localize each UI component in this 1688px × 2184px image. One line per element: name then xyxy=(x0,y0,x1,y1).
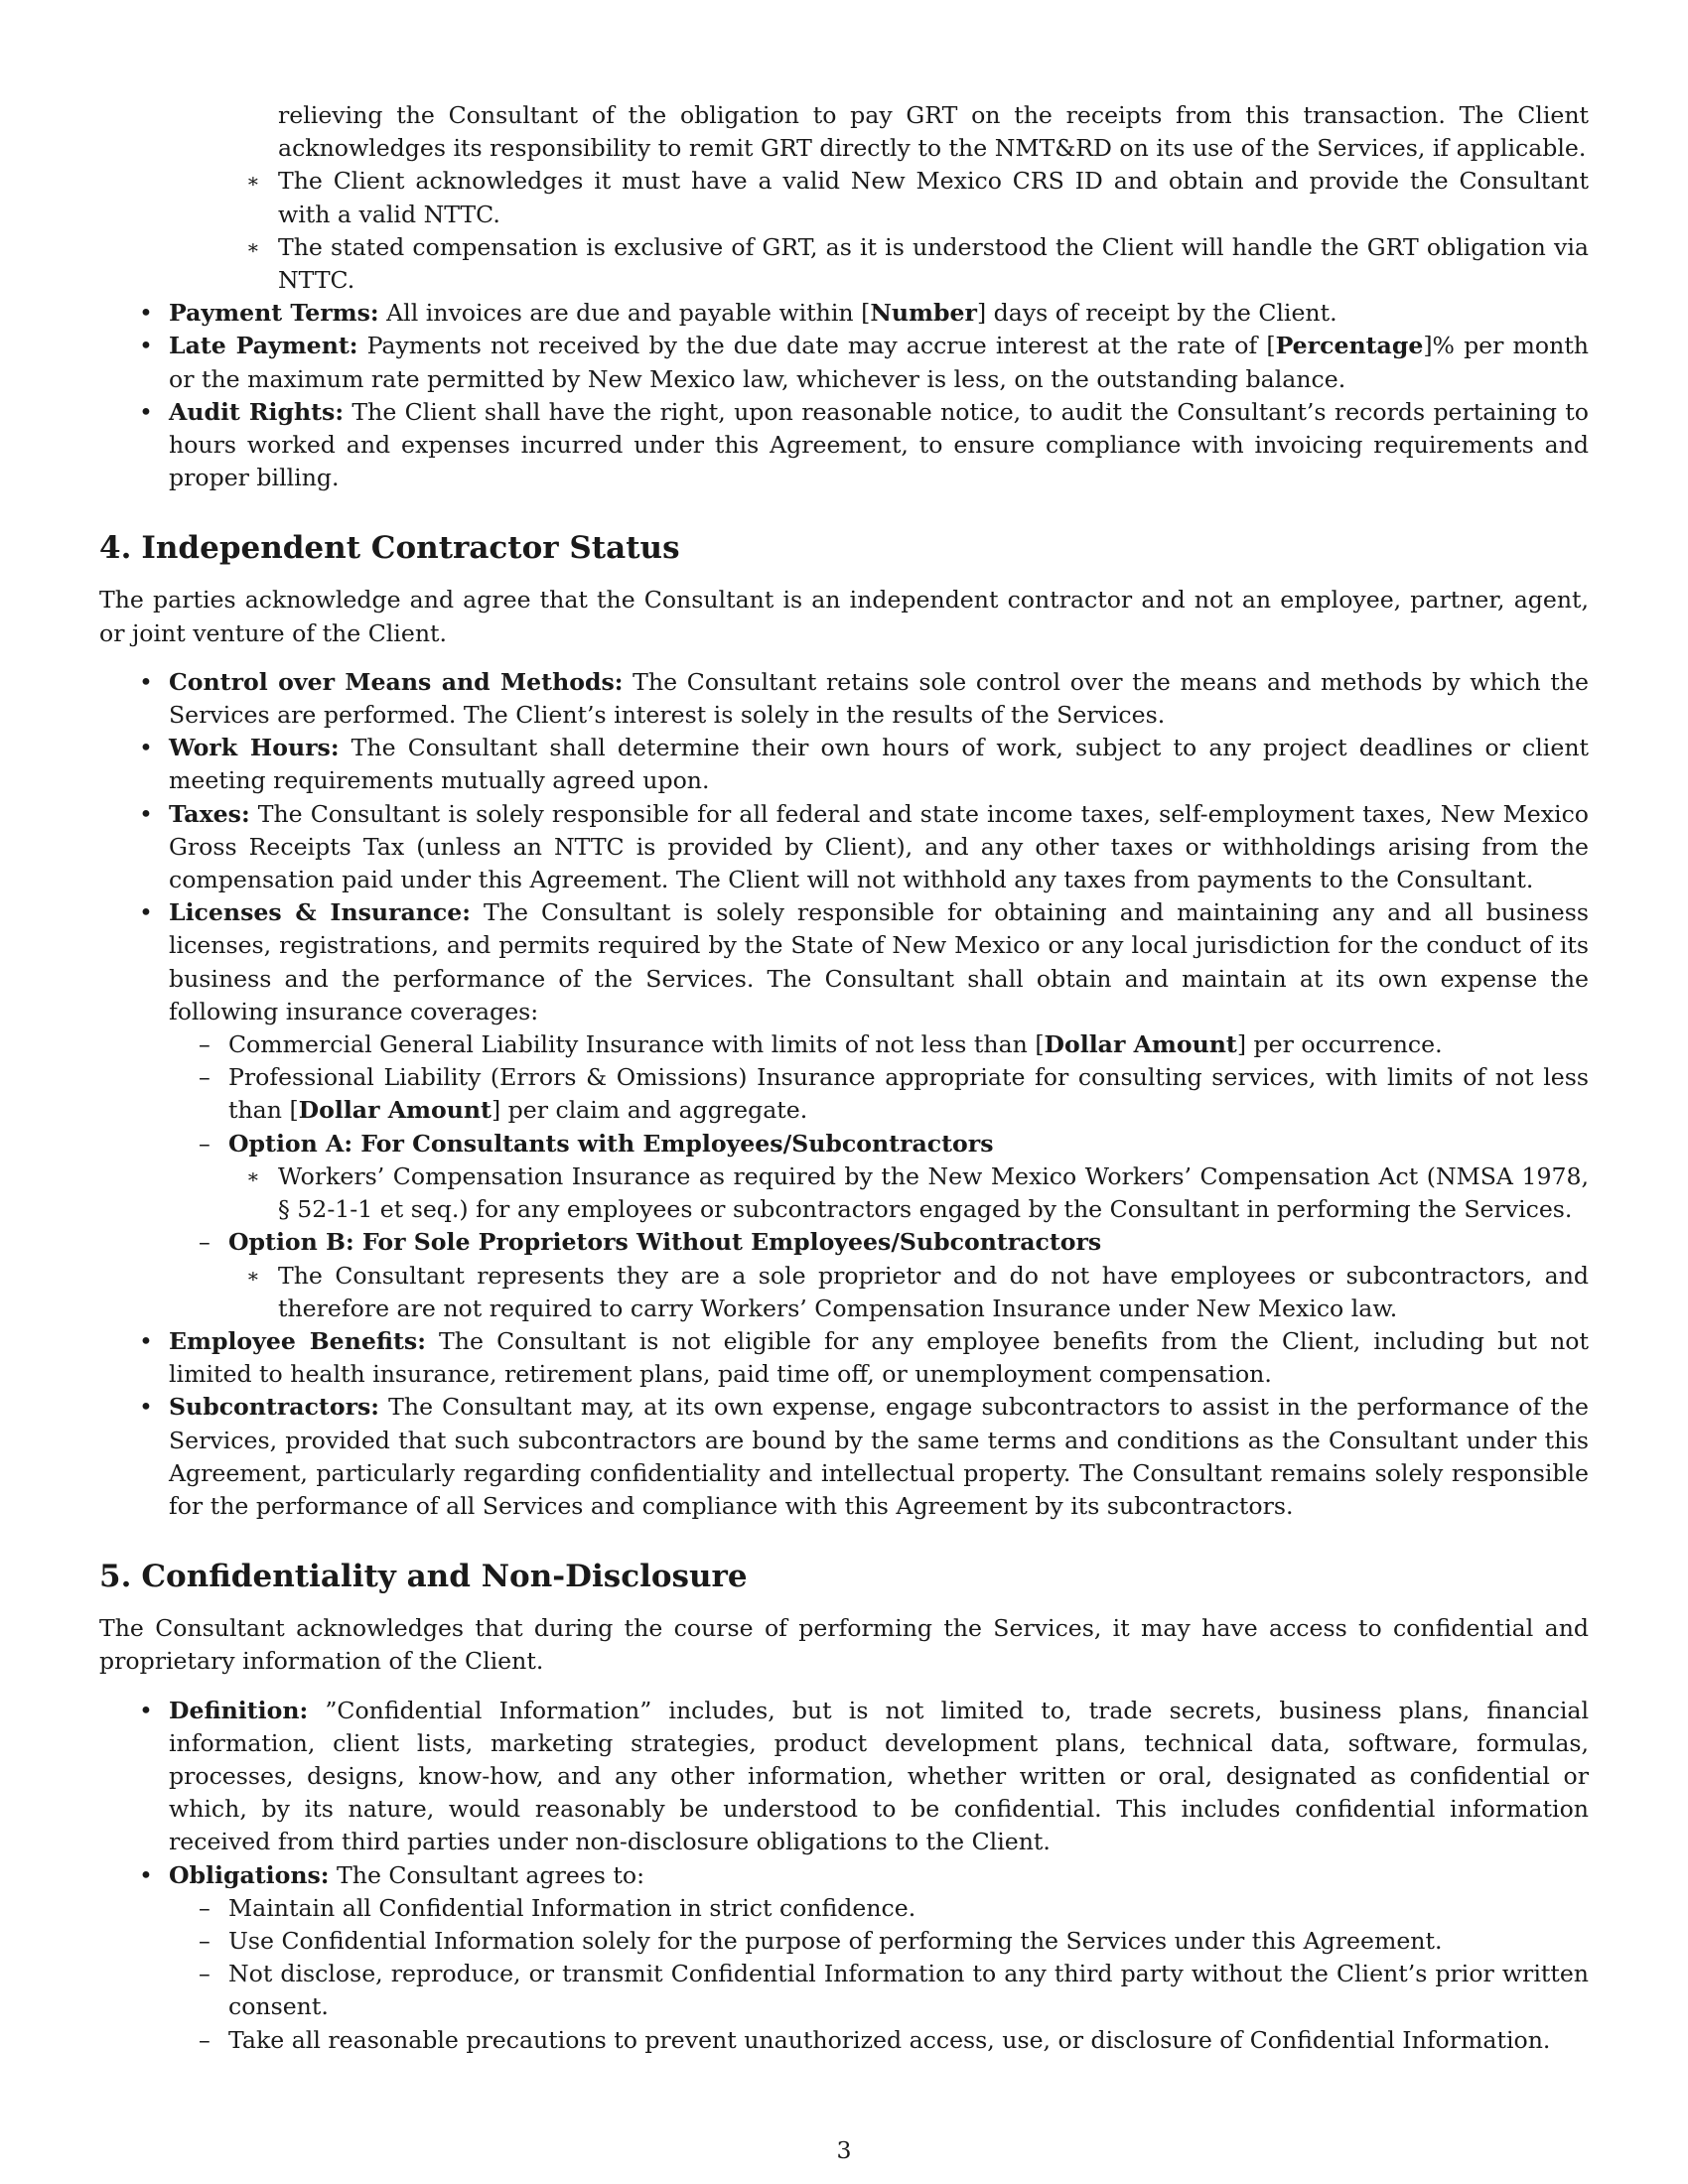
placeholder-number: Number xyxy=(870,299,977,328)
section-heading-4: 4. Independent Contractor Status xyxy=(99,530,680,567)
list-item: – Use Confidential Information solely for the purpose of performing the Services under this Agreement. xyxy=(169,1925,1589,1958)
list-item-definition: • Definition: ”Confidential Information” includes, but is not limited to, trade secrets, business plans, financial information, client lists, marketing strategies, product development plans, technical data, software, formulas, processes, designs, know-how, and any other information, whether written or oral, designated as confidential or which, by its nature, would reasonably be understood to be confidential. This includes confidential information received from third parties under non-disclosure obligations to the Client. xyxy=(99,1695,1589,1859)
list-item: ∗ The Client acknowledges it must have a valid New Mexico CRS ID and obtain and provide the Consultant with a valid NTTC. xyxy=(228,165,1589,230)
placeholder-percentage: Percentage xyxy=(1275,332,1424,360)
list-item-late-payment: • Late Payment: Payments not received by the due date may accrue interest at the rate of [Percentage]% per month or the maximum rate permitted by New Mexico law, whichever is less, on the outstanding balance. xyxy=(99,330,1589,395)
list-item-option-b: – Option B: For Sole Proprietors Without Employees/Subcontractors ∗ The Consultant represents they are a sole proprietor and do not have employees or subcontractors, and therefore are not required to carry Workers’ Compensation Insurance under New Mexico law. xyxy=(169,1226,1589,1325)
list-item-payment-terms: • Payment Terms: All invoices are due and payable within [Number] days of receipt by the Client. xyxy=(99,297,1589,330)
list-item: – Maintain all Confidential Information in strict confidence. xyxy=(169,1892,1589,1925)
list-item: ∗ Workers’ Compensation Insurance as required by the New Mexico Workers’ Compensation Act (NMSA 1978, § 52-1-1 et seq.) for any employees or subcontractors engaged by the Consultant in performing the Services. xyxy=(228,1160,1589,1226)
page-number: 3 xyxy=(836,2136,852,2164)
item-label: Late Payment: xyxy=(169,332,358,360)
continued-paragraph: relieving the Consultant of the obligation to pay GRT on the receipts from this transaction. The Client acknowledges its responsibility to remit GRT directly to the NMT&RD on its use of the Services, if applicable. xyxy=(278,101,1589,163)
list-item-cgl: – Commercial General Liability Insurance with limits of not less than [Dollar Amount] per occurrence. xyxy=(169,1028,1589,1061)
list-item-employee-benefits: • Employee Benefits: The Consultant is not eligible for any employee benefits from the Client, including but not limited to health insurance, retirement plans, paid time off, or unemployment compensation. xyxy=(99,1325,1589,1391)
list-item-audit-rights: • Audit Rights: The Client shall have the right, upon reasonable notice, to audit the Consultant’s records pertaining to hours worked and expenses incurred under this Agreement, to ensure compliance with invoicing requirements and proper billing. xyxy=(99,396,1589,495)
list-item: – Not disclose, reproduce, or transmit Confidential Information to any third party without the Client’s prior written consent. xyxy=(169,1958,1589,2023)
list-item-control: • Control over Means and Methods: The Consultant retains sole control over the means and methods by which the Services are performed. The Client’s interest is solely in the results of the Services. xyxy=(99,666,1589,732)
item-label: Payment Terms: xyxy=(169,299,379,328)
list-item: ∗ The Consultant represents they are a sole proprietor and do not have employees or subcontractors, and therefore are not required to carry Workers’ Compensation Insurance under New Mexico law. xyxy=(228,1260,1589,1325)
payment-list xyxy=(99,297,1589,494)
list-item: ∗ The stated compensation is exclusive of GRT, as it is understood the Client will handle the GRT obligation via NTTC. xyxy=(228,231,1589,297)
contractor-list xyxy=(99,666,1589,1523)
document-page xyxy=(99,99,1589,2057)
list-item-taxes: • Taxes: The Consultant is solely responsible for all federal and state income taxes, self-employment taxes, New Mexico Gross Receipts Tax (unless an NTTC is provided by Client), and any other taxes or withholdings arising from the compensation paid under this Agreement. The Client will not withhold any taxes from payments to the Consultant. xyxy=(99,798,1589,897)
list-item-option-a: – Option A: For Consultants with Employees/Subcontractors ∗ Workers’ Compensation Insurance as required by the New Mexico Workers’ Compensation Act (NMSA 1978, § 52-1-1 et seq.) for any employees or subcontractors engaged by the Consultant in performing the Services. xyxy=(169,1128,1589,1227)
list-item-work-hours: • Work Hours: The Consultant shall determine their own hours of work, subject to any project deadlines or client meeting requirements mutually agreed upon. xyxy=(99,732,1589,797)
list-item-subcontractors: • Subcontractors: The Consultant may, at its own expense, engage subcontractors to assist in the performance of the Services, provided that such subcontractors are bound by the same terms and conditions as the Consultant under this Agreement, particularly regarding confidentiality and intellectual property. The Consultant remains solely responsible for the performance of all Services and compliance with this Agreement by its subcontractors. xyxy=(99,1391,1589,1523)
item-label: Audit Rights: xyxy=(169,397,345,426)
obligations-list xyxy=(169,1892,1589,2057)
list-item-licenses-insurance: • Licenses & Insurance: The Consultant is solely responsible for obtaining and maintaining any and all business licenses, registrations, and permits required by the State of New Mexico or any local jurisdiction for the conduct of its business and the performance of the Services. The Consultant shall obtain and maintain at its own expense the following insurance coverages: – Commercial General Liability Insurance with limits of not less than [Dollar Amount] per occurrence. – Professional Liability (Errors & Omissions) Insurance appropriate for consulting services, with limits of not less than [Dollar Amount] per claim and aggregate. – Option A: For Consultants with Employees/Subcontractors ∗ Workers’ Compensation Insurance as required by the New Mexico Workers’ Compensation Act (NMSA 1978, § 52-1-1 et seq.) for any employees or subcontractors engaged by the Consultant in performing the Services. – Option B: For Sole Proprietors Without Employees/Subcontractors ∗ The Consultant represents they are a sole proprietor and do not have employees or subcontractors, and therefore are not required to carry Workers’ Compensation Insurance under New Mexico law. xyxy=(99,896,1589,1325)
insurance-list xyxy=(169,1028,1589,1325)
section-intro: The Consultant acknowledges that during the course of performing the Services, it may have access to confidential and proprietary information of the Client. xyxy=(99,1614,1589,1676)
list-item: – Take all reasonable precautions to prevent unauthorized access, use, or disclosure of Confidential Information. xyxy=(169,2024,1589,2057)
nttc-sublist xyxy=(228,165,1589,297)
list-item-professional-liability: – Professional Liability (Errors & Omissions) Insurance appropriate for consulting services, with limits of not less than [Dollar Amount] per claim and aggregate. xyxy=(169,1061,1589,1127)
confidentiality-list xyxy=(99,1695,1589,2057)
section-heading-5: 5. Confidentiality and Non-Disclosure xyxy=(99,1559,748,1595)
section-intro: The parties acknowledge and agree that the Consultant is an independent contractor and not an employee, partner, agent, or joint venture of the Client. xyxy=(99,586,1589,647)
list-item-obligations: • Obligations: The Consultant agrees to: – Maintain all Confidential Information in strict confidence. – Use Confidential Information solely for the purpose of performing the Services under this Agreement. – Not disclose, reproduce, or transmit Confidential Information to any third party without the Client’s prior written consent. – Take all reasonable precautions to prevent unauthorized access, use, or disclosure of Confidential Information. xyxy=(99,1859,1589,2057)
